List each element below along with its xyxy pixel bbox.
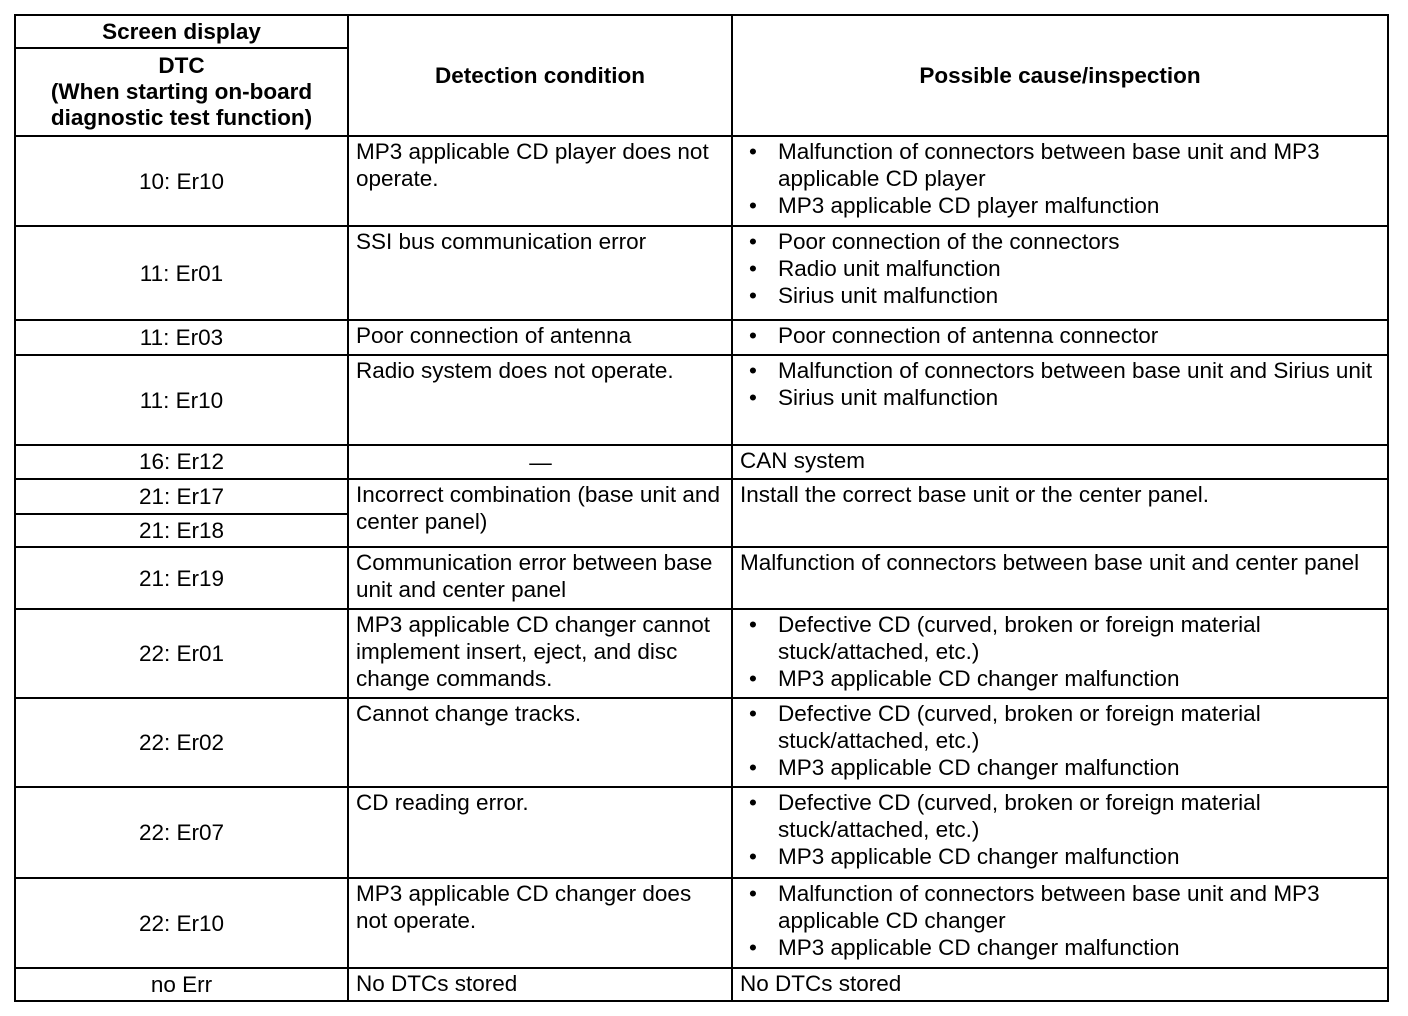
dtc-code: 11: Er03 xyxy=(15,320,348,355)
possible-cause: CAN system xyxy=(732,445,1388,479)
cause-item: • Defective CD (curved, broken or foreign material stuck/attached, etc.) xyxy=(740,700,1381,754)
detection-condition: SSI bus communication error xyxy=(348,226,732,320)
cause-item: • Sirius unit malfunction xyxy=(740,384,1381,411)
detection-condition: MP3 applicable CD player does not operate. xyxy=(348,136,732,225)
table-row xyxy=(15,878,1388,967)
possible-cause xyxy=(732,878,1388,967)
table-row xyxy=(15,136,1388,225)
dtc-code: 10: Er10 xyxy=(15,136,348,225)
dtc-code: 22: Er10 xyxy=(15,878,348,967)
header-row xyxy=(15,15,1388,48)
detection-condition: No DTCs stored xyxy=(348,968,732,1001)
cause-item: • MP3 applicable CD changer malfunction xyxy=(740,934,1381,961)
possible-cause: Install the correct base unit or the center panel. xyxy=(732,479,1388,547)
possible-cause xyxy=(732,226,1388,320)
possible-cause: No DTCs stored xyxy=(732,968,1388,1001)
header-detection-condition: Detection condition xyxy=(348,15,732,136)
table-row xyxy=(15,226,1388,320)
possible-cause xyxy=(732,787,1388,878)
dtc-code: 21: Er18 xyxy=(15,514,348,547)
dtc-code: 11: Er10 xyxy=(15,355,348,444)
dtc-code: 16: Er12 xyxy=(15,445,348,479)
possible-cause xyxy=(732,136,1388,225)
dtc-code: 11: Er01 xyxy=(15,226,348,320)
detection-condition: Radio system does not operate. xyxy=(348,355,732,444)
table-row xyxy=(15,479,1388,514)
possible-cause xyxy=(732,609,1388,697)
table-row xyxy=(15,355,1388,444)
dtc-code: 22: Er07 xyxy=(15,787,348,878)
cause-item: • MP3 applicable CD changer malfunction xyxy=(740,843,1381,870)
table-row xyxy=(15,445,1388,479)
cause-item: • Defective CD (curved, broken or foreign material stuck/attached, etc.) xyxy=(740,611,1381,665)
cause-item: • Defective CD (curved, broken or foreign material stuck/attached, etc.) xyxy=(740,789,1381,843)
possible-cause xyxy=(732,355,1388,444)
cause-item: • Poor connection of antenna connector xyxy=(740,322,1381,349)
detection-condition: Incorrect combination (base unit and center panel) xyxy=(348,479,732,547)
header-dtc: DTC (When starting on-board diagnostic test function) xyxy=(15,48,348,136)
detection-condition: Communication error between base unit and center panel xyxy=(348,547,732,609)
possible-cause: Malfunction of connectors between base unit and center panel xyxy=(732,547,1388,609)
detection-condition: MP3 applicable CD changer does not operate. xyxy=(348,878,732,967)
dtc-code: 21: Er19 xyxy=(15,547,348,609)
table-row xyxy=(15,320,1388,355)
detection-condition: Poor connection of antenna xyxy=(348,320,732,355)
table-row xyxy=(15,787,1388,878)
dtc-code: 22: Er01 xyxy=(15,609,348,697)
dtc-code: 22: Er02 xyxy=(15,698,348,787)
cause-item: • MP3 applicable CD changer malfunction xyxy=(740,754,1381,781)
possible-cause xyxy=(732,698,1388,787)
table-row xyxy=(15,698,1388,787)
cause-item: • Malfunction of connectors between base unit and MP3 applicable CD player xyxy=(740,138,1381,192)
detection-condition: MP3 applicable CD changer cannot implement insert, eject, and disc change commands. xyxy=(348,609,732,697)
detection-condition: — xyxy=(348,445,732,479)
possible-cause xyxy=(732,320,1388,355)
header-screen-display: Screen display xyxy=(15,15,348,48)
detection-condition: CD reading error. xyxy=(348,787,732,878)
dtc-code: no Err xyxy=(15,968,348,1001)
table-row xyxy=(15,968,1388,1001)
header-possible-cause: Possible cause/inspection xyxy=(732,15,1388,136)
cause-item: • MP3 applicable CD player malfunction xyxy=(740,192,1381,219)
cause-item: • Poor connection of the connectors xyxy=(740,228,1381,255)
cause-item: • Malfunction of connectors between base unit and Sirius unit xyxy=(740,357,1381,384)
cause-item: • Sirius unit malfunction xyxy=(740,282,1381,309)
table-row xyxy=(15,609,1388,697)
cause-item: • MP3 applicable CD changer malfunction xyxy=(740,665,1381,692)
cause-item: • Malfunction of connectors between base unit and MP3 applicable CD changer xyxy=(740,880,1381,934)
cause-item: • Radio unit malfunction xyxy=(740,255,1381,282)
table-row xyxy=(15,547,1388,609)
dtc-table xyxy=(14,14,1389,1002)
detection-condition: Cannot change tracks. xyxy=(348,698,732,787)
dtc-code: 21: Er17 xyxy=(15,479,348,514)
